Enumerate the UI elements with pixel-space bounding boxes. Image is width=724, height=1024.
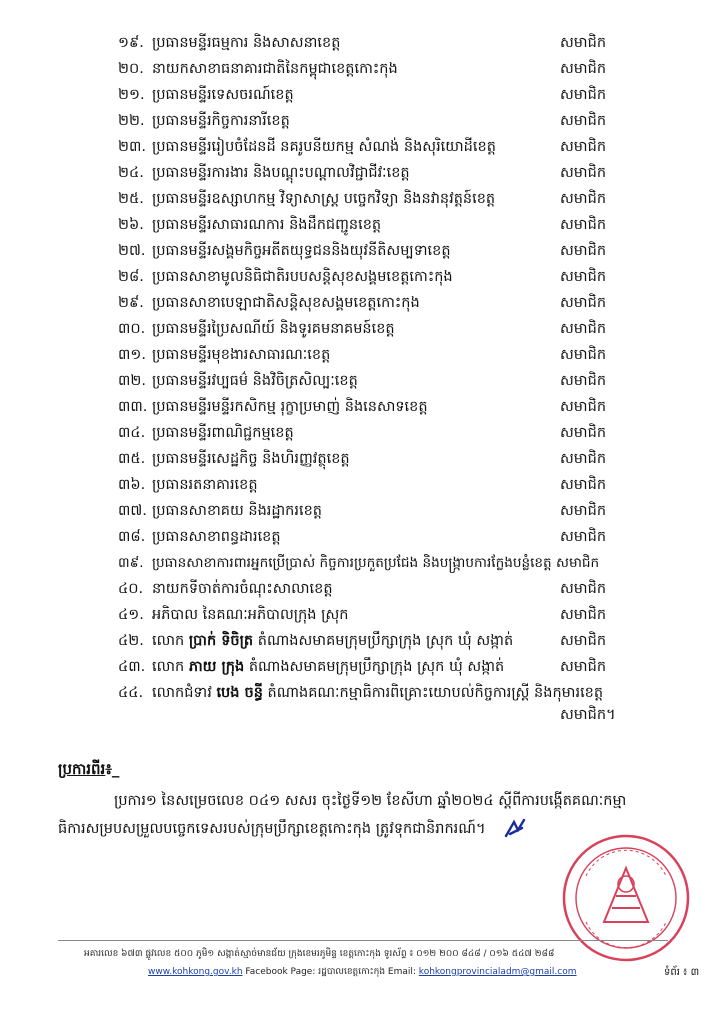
member-row (0, 30, 724, 56)
member-row (0, 394, 724, 420)
member-number: ២០. (118, 61, 144, 77)
member-row (0, 602, 724, 628)
member-title: ប្រធានមន្ទីរសង្គមកិច្ចអតីតយុទ្ធជននិងយុវនីតិសម្បទាខេត្ត (152, 243, 451, 259)
member-title: ប្រធានមន្ទីរទេសចរណ៍ខេត្ត (152, 87, 294, 103)
member-title: ប្រធានមន្ទីរវប្បធម៌ និងវិចិត្រសិល្បៈខេត្ត (152, 373, 358, 389)
member-title: ប្រធានមន្ទីរមន្ទីរកសិកម្ម រុក្ខាប្រមាញ់ និងនេសាទខេត្ត (152, 399, 428, 415)
member-number: ៤០. (118, 581, 144, 597)
member-role: សមាជិក (560, 399, 607, 415)
member-title: ប្រធានមន្ទីរប្រៃសណីយ៍ និងទូរគមនាគមន៍ខេត្ត (152, 321, 395, 337)
member-row (0, 290, 724, 316)
member-number: ២៦. (118, 217, 144, 233)
member-number: ៤៣. (118, 659, 146, 675)
member-row (0, 680, 724, 706)
member-number: ២៥. (118, 191, 144, 207)
member-title: ប្រធានសាខាពន្ធដារខេត្ត (152, 529, 281, 545)
member-position: តំណាងគណៈកម្មាធិការពិគ្រោះយោបល់កិច្ចការស្ត្រី និងកុមារខេត្ត (262, 685, 604, 701)
signature-mark (500, 816, 530, 842)
member-role: សមាជិក (560, 87, 607, 103)
member-name: ភាយ ក្រុង (188, 659, 245, 675)
article-line-1: ប្រការ១ នៃសម្រេចលេខ ០៤១ សសរ ចុះថ្ងៃទី១២ ខែសីហា ឆ្នាំ២០២៤ ស្តីពីការបង្កើតគណៈកម្មា (114, 793, 627, 809)
member-row (0, 316, 724, 342)
member-row (0, 498, 724, 524)
member-row (0, 342, 724, 368)
member-role: សមាជិក (560, 451, 607, 467)
member-title (152, 680, 603, 706)
member-name: បេង ចន្ធី (216, 685, 263, 701)
member-row (0, 524, 724, 550)
member-title: ប្រធានសាខាបេឡាជាតិសន្តិសុខសង្គមខេត្តកោះកុង (152, 295, 420, 311)
member-role: សមាជិក (560, 191, 607, 207)
article-label-text: ប្រការពីរ (58, 760, 106, 778)
member-role: សមាជិក (560, 139, 607, 155)
member-position: តំណាងសមាគមក្រុមប្រឹក្សាក្រុង ស្រុក ឃុំ សង្កាត់ (253, 633, 514, 649)
member-number: ១៩. (118, 35, 144, 51)
member-title: ប្រធានសាខាការពារអ្នកប្រើប្រាស់ កិច្ចការប្រកួតប្រជែង និងបង្ក្រាបការក្លែងបន្លំខេត្ត (152, 555, 552, 571)
member-number: ២៩. (118, 295, 144, 311)
member-role: សមាជិក (560, 165, 607, 181)
member-honorific: លោក (152, 659, 189, 675)
member-role: សមាជិក (560, 269, 607, 285)
member-role: សមាជិក (560, 477, 607, 493)
member-role: សមាជិក។ (560, 707, 616, 723)
member-number: ២៣. (118, 139, 146, 155)
article-label: ប្រការពីរ៖_ (58, 760, 120, 778)
member-title: ប្រធានមន្ទីរការងារ និងបណ្តុះបណ្តាលវិជ្ជាជីវៈខេត្ត (152, 165, 410, 181)
page-number: ទំព័រ ៖ ៣ (664, 967, 700, 978)
member-row (0, 238, 724, 264)
member-title: ប្រធានមន្ទីរធម្មការ និងសាសនាខេត្ត (152, 35, 341, 51)
member-title: នាយកសាខាធនាគារជាតិនៃកម្ពុជាខេត្តកោះកុង (152, 61, 398, 77)
member-title: ប្រធានសាខាមូលនិធិជាតិរបបសន្តិសុខសង្គមខេត្តកោះកុង (152, 269, 453, 285)
member-row (0, 56, 724, 82)
member-row (0, 446, 724, 472)
member-number: ៣៥. (118, 451, 146, 467)
member-title: ប្រធានរតនាគារខេត្ត (152, 477, 258, 493)
member-title: ប្រធានមន្ទីរសាធារណការ និងដឹកជញ្ជូនខេត្ត (152, 217, 382, 233)
member-row (0, 368, 724, 394)
member-number: ២៨. (118, 269, 144, 285)
member-number: ២៧. (118, 243, 146, 259)
member-number: ២១. (118, 87, 145, 103)
member-role: សមាជិក (560, 347, 607, 363)
facebook-label: Facebook Page: (245, 967, 319, 977)
member-number: ៣៤. (118, 425, 146, 441)
official-seal (556, 828, 696, 968)
member-title: ប្រធានមន្ទីររៀបចំដែនដី នគរូបនីយកម្ម សំណង់ និងសុរិយោដីខេត្ត (152, 139, 496, 155)
member-title: ប្រធានមន្ទីរឧស្សាហកម្ម វិទ្យាសាស្ត្រ បច្ចេកវិទ្យា និងនវានុវត្តន៍ខេត្ត (152, 191, 496, 207)
member-title (152, 654, 504, 680)
member-number: ៤៤. (118, 685, 144, 701)
member-role: សមាជិក (560, 581, 607, 597)
member-role: សមាជិក (560, 35, 607, 51)
member-number: ៣១. (118, 347, 146, 363)
member-row (0, 212, 724, 238)
member-role: សមាជិក (556, 555, 600, 571)
footer-contacts (148, 966, 577, 979)
member-title: អភិបាល នៃគណៈអភិបាលក្រុង ស្រុក (152, 607, 349, 623)
member-title: ប្រធានមន្ទីរសេដ្ឋកិច្ច និងហិរញ្ញវត្ថុខេត្ត (152, 451, 350, 467)
member-role: សមាជិក (560, 217, 607, 233)
member-row (0, 576, 724, 602)
member-title: ប្រធានមន្ទីរកិច្ចការនារីខេត្ត (152, 113, 290, 129)
member-role: សមាជិក (560, 373, 607, 389)
member-role: សមាជិក (560, 503, 607, 519)
member-title: ប្រធានសាខាគយ និងរដ្ឋាករខេត្ត (152, 503, 322, 519)
article-line-2: ធិការសម្របសម្រួលបច្ចេកទេសរបស់ក្រុមប្រឹក្សាខេត្តកោះកុង ត្រូវទុកជានិរាករណ៍។ (58, 821, 486, 837)
member-row (0, 550, 724, 576)
email-label: Email: (387, 967, 419, 977)
footer-divider (58, 940, 668, 941)
member-number: ៤២. (118, 633, 144, 649)
member-number: ៣៣. (118, 399, 148, 415)
member-row (0, 108, 724, 134)
member-role: សមាជិក (560, 295, 607, 311)
member-row (0, 186, 724, 212)
member-title: នាយកទីចាត់ការចំណុះសាលាខេត្ត (152, 581, 333, 597)
member-name: ប្រាក់ ទិចិត្រ (188, 633, 254, 649)
member-number: ២៤. (118, 165, 144, 181)
member-honorific: លោក (152, 633, 189, 649)
member-row (0, 264, 724, 290)
member-role: សមាជិក (560, 633, 607, 649)
member-role: សមាជិក (560, 659, 607, 675)
member-row (0, 160, 724, 186)
member-role: សមាជិក (560, 529, 607, 545)
website-link[interactable]: www.kohkong.gov.kh (148, 967, 243, 977)
member-title (152, 628, 513, 654)
member-row (0, 82, 724, 108)
member-number: ២២. (118, 113, 145, 129)
footer-address: អគារលេខ ៦៧៣ ផ្លូវលេខ ៥០០ ភូមិ១ សង្កាត់ស្មាច់មានជ័យ ក្រុងខេមរភូមិន្ទ ខេត្តកោះកុង ទូរស័ព្ទ ៖ ០១២ ២០០ ៨៤៨ / ០១៦ ៥៤៧ ២៨៨ (84, 949, 555, 959)
member-role: សមាជិក (560, 61, 607, 77)
member-row (0, 654, 724, 680)
member-row (0, 134, 724, 160)
member-role: សមាជិក (560, 425, 607, 441)
member-honorific: លោកជំទាវ (152, 685, 217, 701)
email-link[interactable]: kohkongprovincialadm@gmail.com (418, 967, 577, 977)
member-role: សមាជិក (560, 607, 607, 623)
member-position: តំណាងសមាគមក្រុមប្រឹក្សាក្រុង ស្រុក ឃុំ សង្កាត់ (244, 659, 505, 675)
member-row (0, 472, 724, 498)
member-number: ៤១. (118, 607, 144, 623)
member-number: ៣៩. (118, 555, 144, 571)
member-number: ៣០. (118, 321, 146, 337)
member-number: ៣២. (118, 373, 146, 389)
member-row (0, 628, 724, 654)
member-number: ៣៨. (118, 529, 146, 545)
member-number: ៣៧. (118, 503, 147, 519)
member-number: ៣៦. (118, 477, 146, 493)
member-row (0, 420, 724, 446)
facebook-value: រដ្ឋបាលខេត្តកោះកុង (318, 967, 386, 977)
member-role: សមាជិក (560, 113, 607, 129)
member-role: សមាជិក (560, 243, 607, 259)
member-title: ប្រធានមន្ទីរពាណិជ្ជកម្មខេត្ត (152, 425, 294, 441)
member-title: ប្រធានមន្ទីរមុខងារសាធារណៈខេត្ត (152, 347, 331, 363)
member-role: សមាជិក (560, 321, 607, 337)
